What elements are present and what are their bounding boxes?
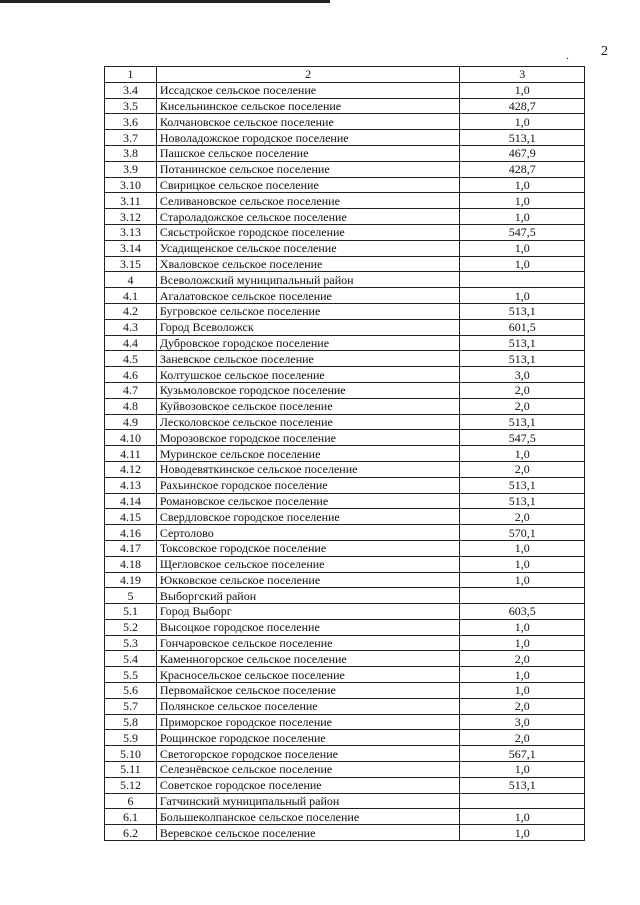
- row-number: 4.13: [105, 477, 157, 493]
- row-value: 513,1: [460, 493, 585, 509]
- row-number: 3.12: [105, 209, 157, 225]
- table-body: [105, 82, 585, 840]
- column-header-value: 3: [460, 67, 585, 83]
- row-value: 2,0: [460, 651, 585, 667]
- row-number: 4.8: [105, 398, 157, 414]
- row-number: 5.3: [105, 635, 157, 651]
- row-number: 4.6: [105, 367, 157, 383]
- table-row: [105, 588, 585, 604]
- table-row: [105, 809, 585, 825]
- table-row: [105, 446, 585, 462]
- settlement-name: Колтушское сельское поселение: [156, 367, 460, 383]
- table-row: [105, 351, 585, 367]
- settlement-name: Большеколпанское сельское поселение: [156, 809, 460, 825]
- row-value: 467,9: [460, 145, 585, 161]
- row-value: 547,5: [460, 224, 585, 240]
- table-row: [105, 777, 585, 793]
- table-row: [105, 114, 585, 130]
- table-row: [105, 82, 585, 98]
- row-value: 2,0: [460, 509, 585, 525]
- settlements-table: [104, 66, 585, 841]
- settlement-name: Город Выборг: [156, 604, 460, 620]
- row-number: 5.4: [105, 651, 157, 667]
- row-number: 3.14: [105, 240, 157, 256]
- table-row: [105, 130, 585, 146]
- row-value: 1,0: [460, 82, 585, 98]
- settlement-name: Иссадское сельское поселение: [156, 82, 460, 98]
- settlement-name: Рощинское городское поселение: [156, 730, 460, 746]
- row-value: 1,0: [460, 240, 585, 256]
- row-number: 5.9: [105, 730, 157, 746]
- table-row: [105, 303, 585, 319]
- settlement-name: Веревское сельское поселение: [156, 825, 460, 841]
- settlement-name: Красносельское сельское поселение: [156, 667, 460, 683]
- settlement-name: Светогорское городское поселение: [156, 746, 460, 762]
- row-number: 4.2: [105, 303, 157, 319]
- row-value: 1,0: [460, 209, 585, 225]
- settlement-name: Потанинское сельское поселение: [156, 161, 460, 177]
- row-value: 603,5: [460, 604, 585, 620]
- table-header-row: [105, 67, 585, 83]
- row-value: 567,1: [460, 746, 585, 762]
- row-number: 4.7: [105, 382, 157, 398]
- row-number: 6.1: [105, 809, 157, 825]
- settlement-name: Гончаровское сельское поселение: [156, 635, 460, 651]
- table-row: [105, 367, 585, 383]
- settlement-name: Кузьмоловское городское поселение: [156, 382, 460, 398]
- settlement-name: Морозовское городское поселение: [156, 430, 460, 446]
- row-number: 3.9: [105, 161, 157, 177]
- row-value: 1,0: [460, 540, 585, 556]
- table-row: [105, 430, 585, 446]
- row-value: 1,0: [460, 446, 585, 462]
- row-number: 5.2: [105, 619, 157, 635]
- row-value: 1,0: [460, 667, 585, 683]
- row-value: 2,0: [460, 461, 585, 477]
- settlement-name: Советское городское поселение: [156, 777, 460, 793]
- row-number: 5.8: [105, 714, 157, 730]
- row-number: 3.15: [105, 256, 157, 272]
- row-number: 3.4: [105, 82, 157, 98]
- row-value: 2,0: [460, 698, 585, 714]
- row-number: 3.6: [105, 114, 157, 130]
- row-value: 2,0: [460, 382, 585, 398]
- table-row: [105, 667, 585, 683]
- row-number: 6.2: [105, 825, 157, 841]
- row-number: 4.19: [105, 572, 157, 588]
- settlement-name: Гатчинский муниципальный район: [156, 793, 460, 809]
- table-row: [105, 319, 585, 335]
- row-value: 1,0: [460, 114, 585, 130]
- table-row: [105, 556, 585, 572]
- page-mark: .: [566, 48, 569, 62]
- row-value: 570,1: [460, 525, 585, 541]
- table-row: [105, 509, 585, 525]
- settlement-name: Селезнёвское сельское поселение: [156, 762, 460, 778]
- table-row: [105, 540, 585, 556]
- settlement-name: Щегловское сельское поселение: [156, 556, 460, 572]
- row-value: 513,1: [460, 777, 585, 793]
- row-number: 4.4: [105, 335, 157, 351]
- table-row: [105, 825, 585, 841]
- settlement-name: Каменногорское сельское поселение: [156, 651, 460, 667]
- row-value: 1,0: [460, 177, 585, 193]
- table-row: [105, 477, 585, 493]
- row-number: 4.16: [105, 525, 157, 541]
- table-row: [105, 746, 585, 762]
- table-row: [105, 193, 585, 209]
- table-row: [105, 730, 585, 746]
- table-row: [105, 714, 585, 730]
- row-value: 601,5: [460, 319, 585, 335]
- settlement-name: Агалатовское сельское поселение: [156, 288, 460, 304]
- table-row: [105, 288, 585, 304]
- settlement-name: Романовское сельское поселение: [156, 493, 460, 509]
- row-number: 4.17: [105, 540, 157, 556]
- row-number: 4.1: [105, 288, 157, 304]
- row-number: 5.7: [105, 698, 157, 714]
- table-row: [105, 698, 585, 714]
- row-number: 4.10: [105, 430, 157, 446]
- table-row: [105, 461, 585, 477]
- table-row: [105, 635, 585, 651]
- row-value: 1,0: [460, 556, 585, 572]
- row-number: 6: [105, 793, 157, 809]
- table-row: [105, 98, 585, 114]
- row-number: 4.9: [105, 414, 157, 430]
- row-value: [460, 793, 585, 809]
- table-row: [105, 145, 585, 161]
- row-number: 4.3: [105, 319, 157, 335]
- settlement-name: Сертолово: [156, 525, 460, 541]
- table-row: [105, 572, 585, 588]
- settlement-name: Полянское сельское поселение: [156, 698, 460, 714]
- settlement-name: Заневское сельское поселение: [156, 351, 460, 367]
- settlement-name: Новодевяткинское сельское поселение: [156, 461, 460, 477]
- table-row: [105, 683, 585, 699]
- row-value: 1,0: [460, 762, 585, 778]
- row-number: 4.5: [105, 351, 157, 367]
- row-value: 3,0: [460, 367, 585, 383]
- row-number: 5: [105, 588, 157, 604]
- settlement-name: Кисельнинское сельское поселение: [156, 98, 460, 114]
- scan-edge-line: [0, 0, 330, 3]
- row-value: [460, 588, 585, 604]
- settlement-name: Город Всеволожск: [156, 319, 460, 335]
- settlement-name: Свердловское городское поселение: [156, 509, 460, 525]
- table-row: [105, 651, 585, 667]
- column-header-name: 2: [156, 67, 460, 83]
- table-row: [105, 382, 585, 398]
- row-value: 428,7: [460, 98, 585, 114]
- row-value: 2,0: [460, 398, 585, 414]
- row-number: 5.12: [105, 777, 157, 793]
- row-number: 4: [105, 272, 157, 288]
- row-number: 4.18: [105, 556, 157, 572]
- row-value: 1,0: [460, 193, 585, 209]
- row-value: 513,1: [460, 351, 585, 367]
- row-number: 5.10: [105, 746, 157, 762]
- settlement-name: Дубровское городское поселение: [156, 335, 460, 351]
- table-row: [105, 604, 585, 620]
- settlement-name: Новоладожское городское поселение: [156, 130, 460, 146]
- settlement-name: Юкковское сельское поселение: [156, 572, 460, 588]
- row-value: 3,0: [460, 714, 585, 730]
- row-number: 3.11: [105, 193, 157, 209]
- row-value: 1,0: [460, 825, 585, 841]
- row-value: 513,1: [460, 414, 585, 430]
- settlement-name: Токсовское городское поселение: [156, 540, 460, 556]
- row-value: 1,0: [460, 683, 585, 699]
- settlement-name: Бугровское сельское поселение: [156, 303, 460, 319]
- table-row: [105, 762, 585, 778]
- table-row: [105, 493, 585, 509]
- row-value: 513,1: [460, 477, 585, 493]
- row-number: 5.6: [105, 683, 157, 699]
- table-row: [105, 335, 585, 351]
- settlement-name: Сясьстройское городское поселение: [156, 224, 460, 240]
- column-header-number: 1: [105, 67, 157, 83]
- row-value: 513,1: [460, 130, 585, 146]
- settlement-name: Куйвозовское сельское поселение: [156, 398, 460, 414]
- row-value: [460, 272, 585, 288]
- settlement-name: Пашское сельское поселение: [156, 145, 460, 161]
- row-value: 2,0: [460, 730, 585, 746]
- table-row: [105, 224, 585, 240]
- table-row: [105, 161, 585, 177]
- row-number: 4.14: [105, 493, 157, 509]
- table-row: [105, 793, 585, 809]
- table-row: [105, 414, 585, 430]
- table-row: [105, 619, 585, 635]
- table-row: [105, 256, 585, 272]
- settlement-name: Первомайское сельское поселение: [156, 683, 460, 699]
- row-value: 1,0: [460, 288, 585, 304]
- settlement-name: Выборгский район: [156, 588, 460, 604]
- settlement-name: Лесколовское сельское поселение: [156, 414, 460, 430]
- settlement-name: Рахьинское городское поселение: [156, 477, 460, 493]
- settlement-name: Колчановское сельское поселение: [156, 114, 460, 130]
- row-value: 1,0: [460, 619, 585, 635]
- row-number: 3.7: [105, 130, 157, 146]
- row-number: 3.13: [105, 224, 157, 240]
- row-number: 4.15: [105, 509, 157, 525]
- table-row: [105, 525, 585, 541]
- row-number: 4.12: [105, 461, 157, 477]
- row-value: 513,1: [460, 303, 585, 319]
- settlement-name: Приморское городское поселение: [156, 714, 460, 730]
- row-number: 3.8: [105, 145, 157, 161]
- row-number: 5.5: [105, 667, 157, 683]
- row-value: 1,0: [460, 256, 585, 272]
- page-number: 2: [601, 44, 608, 59]
- table-row: [105, 398, 585, 414]
- settlement-name: Усадищенское сельское поселение: [156, 240, 460, 256]
- settlement-name: Селивановское сельское поселение: [156, 193, 460, 209]
- settlement-name: Всеволожский муниципальный район: [156, 272, 460, 288]
- table-row: [105, 209, 585, 225]
- row-value: 1,0: [460, 809, 585, 825]
- table-row: [105, 177, 585, 193]
- row-number: 3.5: [105, 98, 157, 114]
- row-number: 3.10: [105, 177, 157, 193]
- row-value: 547,5: [460, 430, 585, 446]
- settlement-name: Муринское сельское поселение: [156, 446, 460, 462]
- settlement-name: Староладожское сельское поселение: [156, 209, 460, 225]
- settlement-name: Хваловское сельское поселение: [156, 256, 460, 272]
- settlement-name: Высоцкое городское поселение: [156, 619, 460, 635]
- row-value: 1,0: [460, 635, 585, 651]
- row-number: 4.11: [105, 446, 157, 462]
- row-value: 1,0: [460, 572, 585, 588]
- row-value: 513,1: [460, 335, 585, 351]
- row-value: 428,7: [460, 161, 585, 177]
- table-row: [105, 240, 585, 256]
- row-number: 5.11: [105, 762, 157, 778]
- table-row: [105, 272, 585, 288]
- settlement-name: Свирицкое сельское поселение: [156, 177, 460, 193]
- row-number: 5.1: [105, 604, 157, 620]
